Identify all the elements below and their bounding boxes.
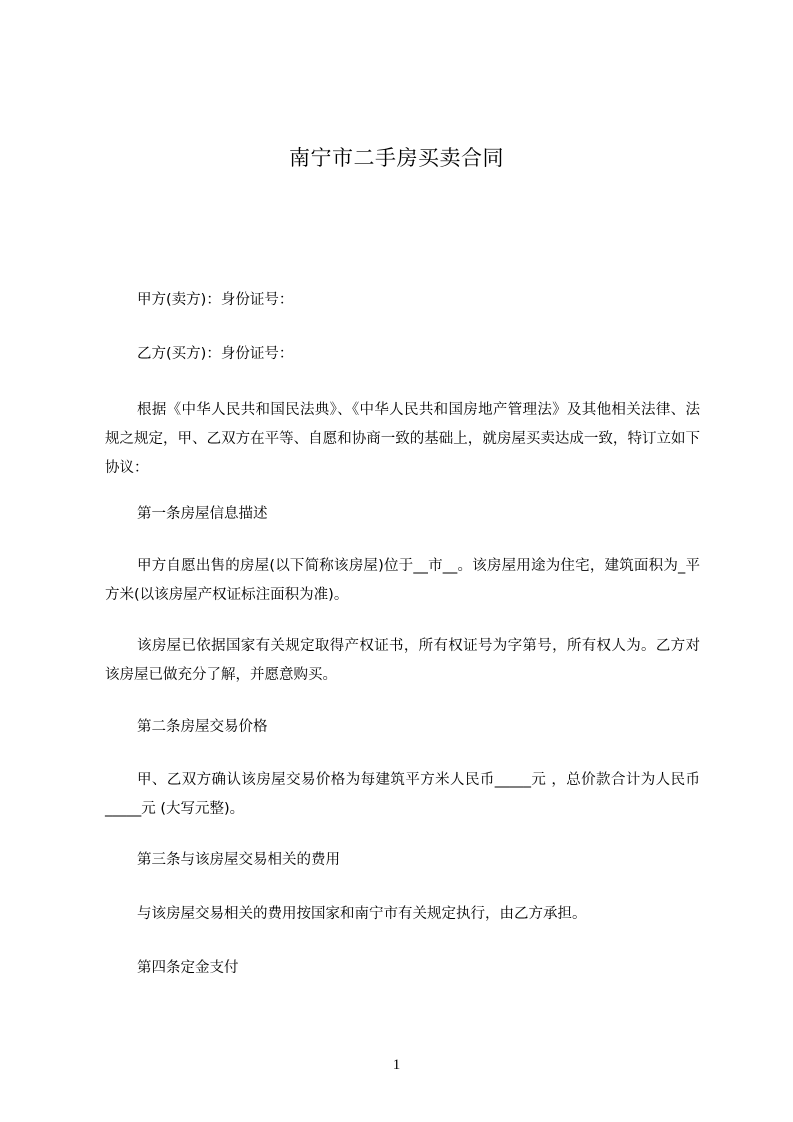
article-2-paragraph-1: 甲、乙双方确认该房屋交易价格为每建筑平方米人民币_____元 ，总价款合计为人民币_____元 (大写元整)。 — [105, 772, 700, 817]
article-4-heading: 第四条定金支付 — [137, 960, 239, 976]
seller-line: 甲方(卖方)：身份证号： — [137, 292, 294, 308]
preamble-paragraph: 根据《中华人民共和国民法典》、《中华人民共和国房地产管理法》及其他相关法律、法规之规定，甲、乙双方在平等、自愿和协商一致的基础上，就房屋买卖达成一致，特订立如下协议： — [105, 402, 700, 476]
article-3-heading: 第三条与该房屋交易相关的费用 — [137, 852, 340, 868]
contract-title: 南宁市二手房买卖合同 — [289, 146, 504, 170]
article-1-paragraph-1: 甲方自愿出售的房屋(以下简称该房屋)位于__市__。该房屋用途为住宅，建筑面积为_平方米(以该房屋产权证标注面积为准)。 — [105, 558, 700, 603]
article-1-paragraph-2: 该房屋已依据国家有关规定取得产权证书，所有权证号为字第号，所有权人为。乙方对该房屋已做充分了解，并愿意购买。 — [105, 638, 700, 683]
page-number: 1 — [392, 1057, 401, 1073]
article-3-paragraph-1: 与该房屋交易相关的费用按国家和南宁市有关规定执行，由乙方承担。 — [137, 906, 587, 922]
article-1-heading: 第一条房屋信息描述 — [137, 506, 268, 522]
article-2-heading: 第二条房屋交易价格 — [137, 719, 268, 735]
buyer-line: 乙方(买方)：身份证号： — [137, 346, 294, 362]
